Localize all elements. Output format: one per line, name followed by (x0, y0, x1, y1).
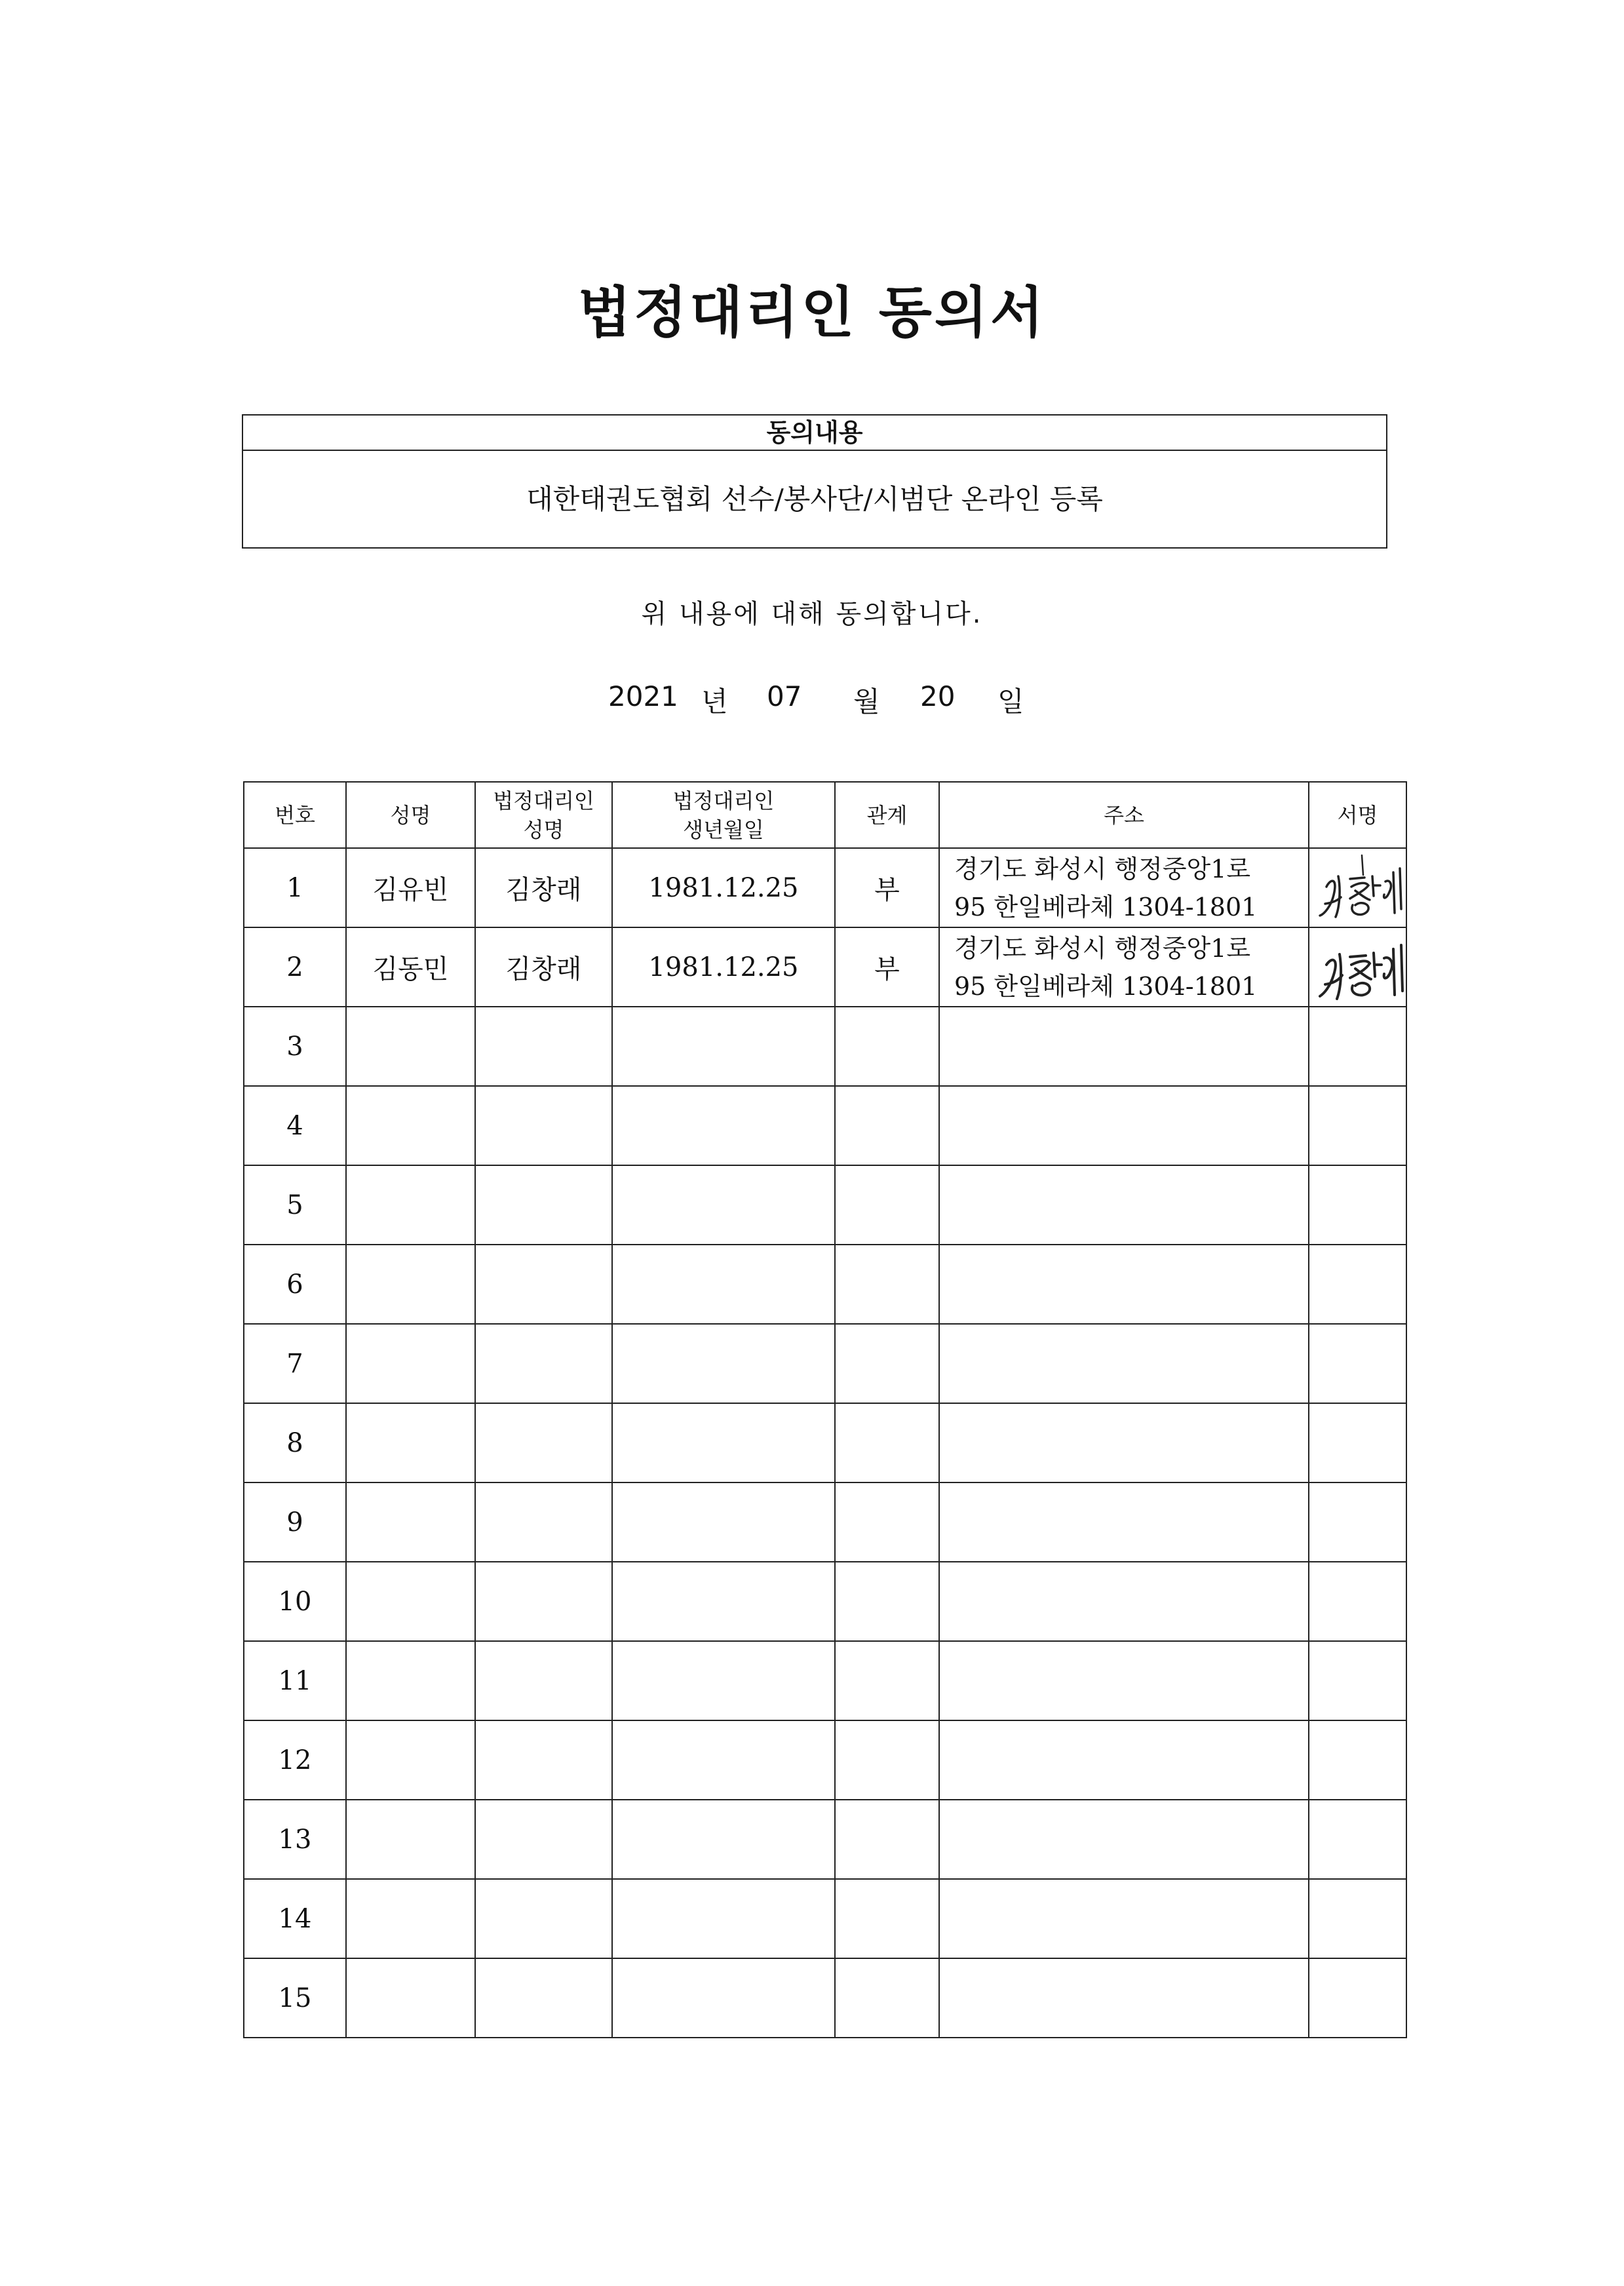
cell-rep-birth (612, 1482, 835, 1562)
date-year-unit: 년 (701, 686, 728, 718)
cell-rep-birth (612, 1245, 835, 1324)
cell-rep-birth (612, 1165, 835, 1245)
header-rep-birth-line1: 법정대리인 (672, 788, 775, 813)
cell-rep-birth (612, 1403, 835, 1482)
cell-name (346, 1403, 475, 1482)
table-row (244, 1641, 1406, 1720)
cell-address (939, 927, 1309, 1007)
header-relation: 관계 (835, 782, 939, 848)
table-row (244, 1879, 1406, 1958)
cell-relation (835, 1562, 939, 1641)
cell-signature (1309, 1165, 1406, 1245)
handwritten-signature (1312, 853, 1409, 923)
cell-name (346, 1165, 475, 1245)
address-line1: 경기도 화성시 행정중앙1로 (954, 854, 1251, 883)
cell-name (346, 1720, 475, 1800)
header-rep-name (475, 782, 612, 848)
cell-address (939, 1245, 1309, 1324)
cell-address (939, 1800, 1309, 1879)
cell-no: 8 (244, 1403, 346, 1482)
cell-rep-name (475, 1324, 612, 1403)
cell-address (939, 1086, 1309, 1165)
cell-signature (1309, 1086, 1406, 1165)
cell-relation (835, 1245, 939, 1324)
cell-rep-name (475, 1165, 612, 1245)
table-row (244, 1403, 1406, 1482)
cell-no: 4 (244, 1086, 346, 1165)
cell-rep-name (475, 1245, 612, 1324)
cell-rep-name (475, 1562, 612, 1641)
cell-rep-birth: 1981.12.25 (612, 927, 835, 1007)
cell-no: 6 (244, 1245, 346, 1324)
table-row (244, 1245, 1406, 1324)
cell-relation (835, 1482, 939, 1562)
cell-no: 15 (244, 1958, 346, 2038)
cell-no: 5 (244, 1165, 346, 1245)
date-year: 2021 (608, 680, 678, 712)
cell-rep-birth (612, 1720, 835, 1800)
cell-name (346, 1086, 475, 1165)
cell-address (939, 1482, 1309, 1562)
cell-name: 김유빈 (346, 848, 475, 927)
document-title: 법정대리인 동의서 (577, 281, 1047, 345)
table-row (244, 1562, 1406, 1641)
cell-no: 7 (244, 1324, 346, 1403)
cell-signature (1309, 1720, 1406, 1800)
table-row (244, 1958, 1406, 2038)
consent-body: 대한태권도협회 선수/봉사단/시범단 온라인 등록 (526, 483, 1103, 515)
cell-name (346, 1958, 475, 2038)
consent-box (242, 414, 1387, 549)
table-row (244, 1720, 1406, 1800)
date-month: 07 (767, 680, 802, 712)
header-signature: 서명 (1309, 782, 1406, 848)
cell-address (939, 1403, 1309, 1482)
cell-signature (1309, 1562, 1406, 1641)
header-name: 성명 (346, 782, 475, 848)
date-day: 20 (920, 680, 956, 712)
cell-no: 13 (244, 1800, 346, 1879)
cell-signature (1309, 1245, 1406, 1324)
table-row (244, 1086, 1406, 1165)
cell-address (939, 1165, 1309, 1245)
cell-signature (1309, 848, 1406, 927)
header-rep-birth-line2: 생년월일 (683, 817, 764, 842)
cell-signature (1309, 1324, 1406, 1403)
cell-signature (1309, 927, 1406, 1007)
cell-relation (835, 1720, 939, 1800)
cell-signature (1309, 1403, 1406, 1482)
handwritten-signature (1312, 932, 1409, 1003)
header-address: 주소 (939, 782, 1309, 848)
cell-address (939, 1879, 1309, 1958)
cell-address (939, 848, 1309, 927)
cell-rep-name (475, 1720, 612, 1800)
cell-relation: 부 (835, 848, 939, 927)
cell-rep-name (475, 1086, 612, 1165)
cell-name (346, 1324, 475, 1403)
header-rep-birth (612, 782, 835, 848)
cell-rep-name (475, 1879, 612, 1958)
cell-rep-name (475, 1403, 612, 1482)
date-line (0, 680, 1624, 720)
cell-address (939, 1641, 1309, 1720)
cell-rep-birth (612, 1641, 835, 1720)
cell-relation (835, 1800, 939, 1879)
cell-rep-birth: 1981.12.25 (612, 848, 835, 927)
cell-signature (1309, 1641, 1406, 1720)
registration-table (243, 781, 1407, 2038)
cell-address (939, 1958, 1309, 2038)
table-header-row (244, 782, 1406, 848)
cell-rep-name (475, 1958, 612, 2038)
cell-name (346, 1879, 475, 1958)
cell-rep-birth (612, 1324, 835, 1403)
cell-no: 12 (244, 1720, 346, 1800)
cell-relation: 부 (835, 927, 939, 1007)
cell-address (939, 1324, 1309, 1403)
cell-relation (835, 1165, 939, 1245)
cell-relation (835, 1086, 939, 1165)
cell-rep-birth (612, 1800, 835, 1879)
cell-relation (835, 1958, 939, 2038)
cell-relation (835, 1324, 939, 1403)
cell-no: 1 (244, 848, 346, 927)
address-line2: 95 한일베라체 1304-1801 (954, 892, 1258, 921)
cell-rep-name: 김창래 (475, 927, 612, 1007)
cell-signature (1309, 1007, 1406, 1086)
cell-rep-birth (612, 1086, 835, 1165)
cell-address (939, 1007, 1309, 1086)
address-line1: 경기도 화성시 행정중앙1로 (954, 933, 1251, 963)
cell-no: 3 (244, 1007, 346, 1086)
table-row (244, 1482, 1406, 1562)
cell-address (939, 1720, 1309, 1800)
cell-relation (835, 1641, 939, 1720)
table-row (244, 1007, 1406, 1086)
header-no: 번호 (244, 782, 346, 848)
cell-signature (1309, 1800, 1406, 1879)
cell-rep-birth (612, 1879, 835, 1958)
table-row (244, 1165, 1406, 1245)
cell-rep-name (475, 1800, 612, 1879)
cell-name (346, 1482, 475, 1562)
cell-rep-name (475, 1007, 612, 1086)
cell-rep-name (475, 1482, 612, 1562)
cell-no: 11 (244, 1641, 346, 1720)
cell-signature (1309, 1482, 1406, 1562)
date-month-unit: 월 (853, 686, 880, 718)
table-row (244, 927, 1406, 1007)
table-row (244, 1324, 1406, 1403)
cell-signature (1309, 1958, 1406, 2038)
address-line2: 95 한일베라체 1304-1801 (954, 971, 1258, 1001)
cell-relation (835, 1403, 939, 1482)
cell-signature (1309, 1879, 1406, 1958)
cell-relation (835, 1879, 939, 1958)
cell-name (346, 1562, 475, 1641)
cell-no: 9 (244, 1482, 346, 1562)
cell-no: 14 (244, 1879, 346, 1958)
cell-name (346, 1641, 475, 1720)
cell-no: 10 (244, 1562, 346, 1641)
date-day-unit: 일 (997, 686, 1024, 718)
cell-no: 2 (244, 927, 346, 1007)
cell-name (346, 1800, 475, 1879)
header-rep-name-line1: 법정대리인 (493, 788, 594, 813)
agree-statement: 위 내용에 대해 동의합니다. (641, 599, 983, 629)
cell-rep-birth (612, 1958, 835, 2038)
cell-rep-name: 김창래 (475, 848, 612, 927)
cell-name (346, 1245, 475, 1324)
cell-rep-birth (612, 1007, 835, 1086)
consent-header: 동의내용 (243, 416, 1386, 451)
cell-address (939, 1562, 1309, 1641)
cell-relation (835, 1007, 939, 1086)
header-rep-name-line2: 성명 (523, 817, 564, 842)
table-row (244, 1800, 1406, 1879)
cell-name: 김동민 (346, 927, 475, 1007)
cell-rep-birth (612, 1562, 835, 1641)
cell-name (346, 1007, 475, 1086)
cell-rep-name (475, 1641, 612, 1720)
table-row (244, 848, 1406, 927)
